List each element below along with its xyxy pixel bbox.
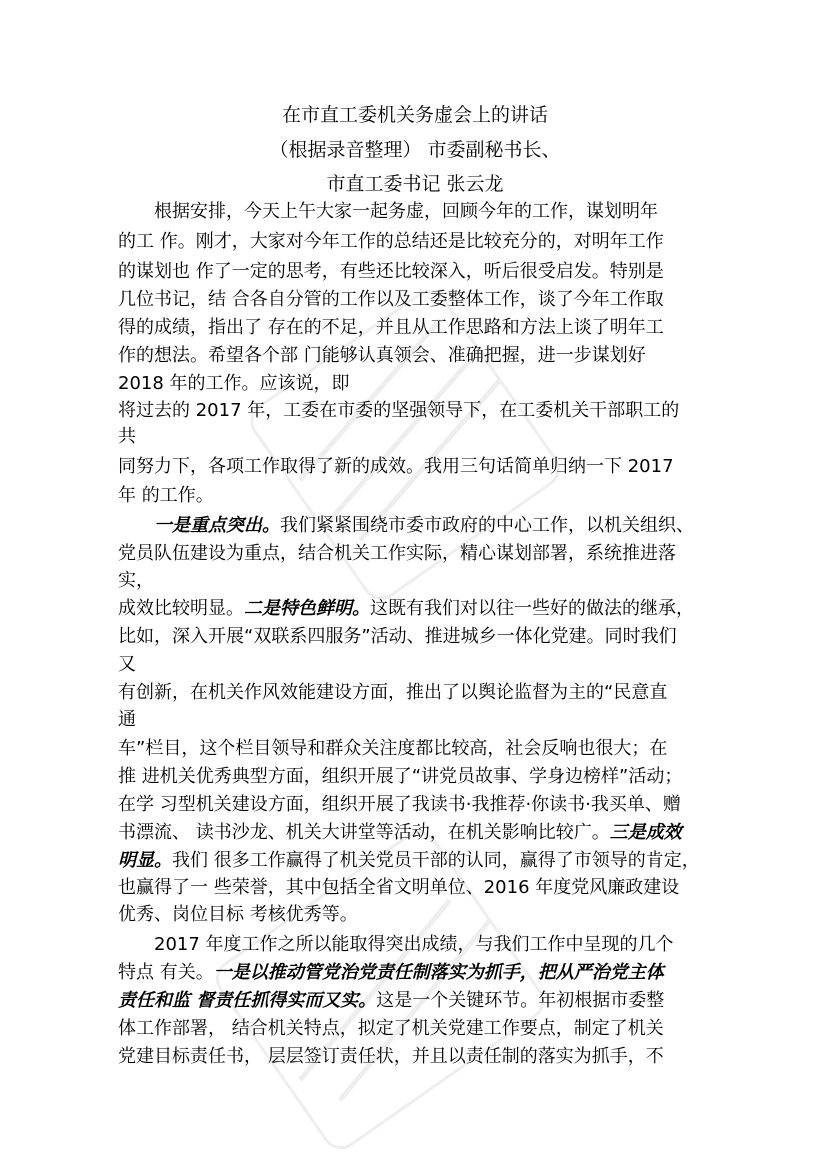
line-text: 2018 年的工作。应该说，即 [118,373,350,394]
body-line [118,316,664,340]
body-line [118,961,664,985]
emphasis-text: 三是成效 [609,822,682,843]
line-text: 车”栏目，这个栏目领导和群众关注度都比较高，社会反响也很大；在 [118,738,668,759]
body-line [118,344,646,368]
line-text: 又 [118,654,136,675]
line-text: 我们紧紧围绕市委市政府的中心工作，以机关组织、 [280,515,694,536]
body-line [118,597,694,621]
line-text: 体工作部署， 结合机关特点，拟定了机关党建工作要点，制定了机关 [118,1018,664,1039]
line-text: 通 [118,709,136,730]
body-line [118,230,664,254]
line-text: 党员队伍建设为重点，结合机关工作实际，精心谋划部署，系统推进落 [118,543,676,564]
line-text: 推 进机关优秀典型方面，组织开展了“讲党员故事、学身边榜样”活动； [118,766,683,787]
body-line [154,933,674,957]
body-line [118,849,700,873]
body-line [118,821,682,845]
line-text: 作的想法。希望各个部 门能够认真领会、准确把握，进一步谋划好 [118,345,646,366]
document-title: 在市直工委机关务虚会上的讲话 [281,104,548,126]
line-text: 比如，深入开展“双联系四服务”活动、推进城乡一体化党建。同时我们 [118,626,677,647]
emphasis-text: 明显。 [118,850,172,871]
body-line [118,737,667,761]
body-line [118,425,136,449]
body-line [118,876,679,900]
emphasis-text: 一是重点突出。 [154,515,280,536]
body-line [118,542,676,566]
line-text: 成效比较明显。 [118,598,244,619]
body-line [118,1017,664,1041]
document-author-line: 市直工委书记 张云龙 [326,173,504,195]
body-line [118,260,664,284]
body-line [118,653,136,677]
line-text: 书漂流、 读书沙龙、机关大讲堂等活动，在机关影响比较广。 [118,822,610,843]
line-text: 党建目标责任书， 层层签订责任状，并且以责任制的落实为抓手，不 [118,1046,664,1067]
line-text: 共 [118,426,136,447]
body-line [118,484,214,508]
line-text: 的谋划也 作了一定的思考，有些还比较深入，听后很受启发。特别是 [118,261,664,282]
line-text: 年 的工作。 [118,485,214,506]
line-text: 这既有我们对以往一些好的做法的继承， [370,598,694,619]
body-line [118,793,681,817]
line-text: 有创新，在机关作风效能建设方面，推出了以舆论监督为主的“民意直 [118,682,668,703]
line-text: 优秀、岗位目标 考核优秀等。 [118,904,358,925]
body-line [154,200,658,224]
line-text: 得的成绩，指出了 存在的不足，并且从工作思路和方法上谈了明年工 [118,317,664,338]
body-line [118,903,358,927]
body-line [154,514,694,538]
body-line [118,399,679,423]
body-line [118,372,350,396]
body-line [118,1045,664,1069]
line-text: 2017 年度工作之所以能取得突出成绩，与我们工作中呈现的几个 [154,934,674,955]
body-line [118,569,154,593]
body-line [118,681,667,705]
emphasis-text: 责任和监 督责任抓得实而又实。 [118,990,377,1011]
line-text: 在学 习型机关建设方面，组织开展了我读书·我推荐·你读书·我买单、赠 [118,794,681,815]
line-text: 也赢得了一 些荣誉，其中包括全省文明单位、2016 年度党风廉政建设 [118,877,680,898]
line-text: 特点 有关。 [118,962,214,983]
line-text: 同努力下，各项工作取得了新的成效。我用三句话简单归纳一下 2017 [118,456,674,477]
emphasis-text: 一是以推动管党治党责任制落实为抓手，把从严治党主体 [213,962,664,983]
line-text: 几位书记，结 合各自分管的工作以及工委整体工作，谈了今年工作取 [118,289,664,310]
body-line [118,708,136,732]
body-line [118,288,664,312]
body-line [118,989,664,1013]
emphasis-text: 二是特色鲜明。 [244,598,370,619]
line-text: 这是一个关键环节。年初根据市委整 [376,990,665,1011]
line-text: 将过去的 2017 年，工委在市委的坚强领导下，在工委机关干部职工的 [118,400,680,421]
document-subtitle: （根据录音整理） 市委副秘书长、 [269,139,561,161]
line-text: 根据安排，今天上午大家一起务虚，回顾今年的工作，谋划明年 [154,201,658,222]
body-line [118,455,674,479]
line-text: 实， [118,570,154,591]
line-text: 的工 作。刚才，大家对今年工作的总结还是比较充分的，对明年工作 [118,231,664,252]
line-text: 我们 很多工作赢得了机关党员干部的认同，赢得了市领导的肯定， [172,850,700,871]
body-line [118,625,677,649]
body-line [118,765,682,789]
